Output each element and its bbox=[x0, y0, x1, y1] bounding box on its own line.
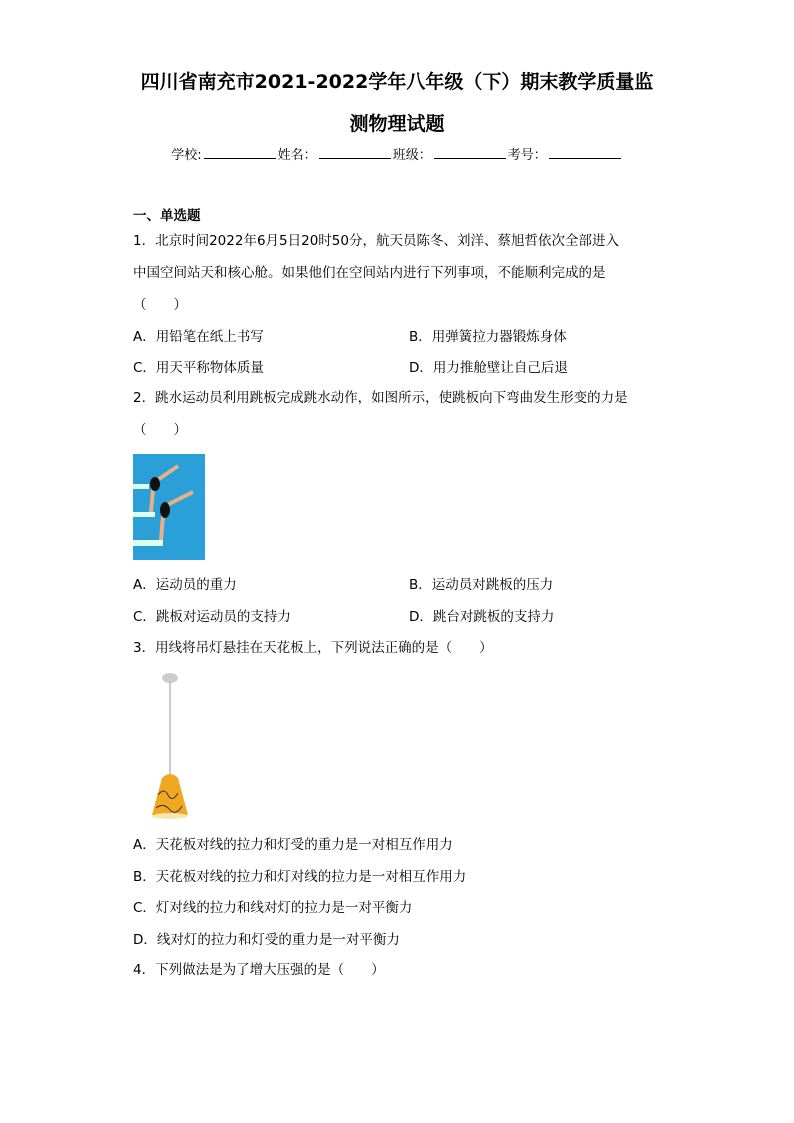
q2-option-b: B．运动员对跳板的压力 bbox=[409, 577, 554, 593]
q2-option-c: C．跳板对运动员的支持力 bbox=[133, 609, 291, 625]
name-label: 姓名： bbox=[277, 148, 317, 163]
q1-option-d: D．用力推舱壁让自己后退 bbox=[409, 360, 568, 376]
q2-option-a: A．运动员的重力 bbox=[133, 577, 237, 593]
title-line-1: 四川省南充市2021-2022学年八年级（下）期末教学质量监 bbox=[140, 71, 654, 93]
name-blank[interactable] bbox=[319, 146, 391, 159]
q2-line: （ ） bbox=[133, 422, 187, 438]
q1-option-a: A．用铅笔在纸上书写 bbox=[133, 329, 264, 345]
q1-option-b: B．用弹簧拉力器锻炼身体 bbox=[409, 329, 567, 345]
q3-option-c: C．灯对线的拉力和线对灯的拉力是一对平衡力 bbox=[133, 900, 413, 916]
pendant-lamp-figure bbox=[140, 670, 200, 822]
school-label: 学校: bbox=[171, 148, 202, 163]
q4-line: 4．下列做法是为了增大压强的是（ ） bbox=[133, 962, 385, 978]
student-info-form bbox=[0, 144, 794, 163]
q3-option-a: A．天花板对线的拉力和灯受的重力是一对相互作用力 bbox=[133, 837, 453, 853]
q1-line: （ ） bbox=[133, 297, 187, 313]
exam-no-label: 考号： bbox=[507, 148, 547, 163]
q2-option-d: D．跳台对跳板的支持力 bbox=[409, 609, 555, 625]
exam-no-blank[interactable] bbox=[549, 146, 621, 159]
class-blank[interactable] bbox=[434, 146, 506, 159]
q3-option-b: B．天花板对线的拉力和灯对线的拉力是一对相互作用力 bbox=[133, 869, 467, 885]
diving-figure bbox=[133, 454, 205, 560]
title-line-2: 测物理试题 bbox=[349, 113, 445, 135]
section-heading: 一、单选题 bbox=[133, 208, 201, 224]
q1-line: 1．北京时间2022年6月5日20时50分，航天员陈冬、刘洋、蔡旭哲依次全部进入 bbox=[133, 233, 619, 249]
q1-option-c: C．用天平称物体质量 bbox=[133, 360, 264, 376]
q2-line: 2．跳水运动员利用跳板完成跳水动作，如图所示，使跳板向下弯曲发生形变的力是 bbox=[133, 390, 628, 406]
q3-line: 3．用线将吊灯悬挂在天花板上，下列说法正确的是（ ） bbox=[133, 640, 493, 656]
q3-option-d: D．线对灯的拉力和灯受的重力是一对平衡力 bbox=[133, 932, 400, 948]
q1-line: 中国空间站天和核心舱。如果他们在空间站内进行下列事项，不能顺利完成的是 bbox=[133, 265, 606, 281]
class-label: 班级： bbox=[392, 148, 432, 163]
school-blank[interactable] bbox=[204, 146, 276, 159]
